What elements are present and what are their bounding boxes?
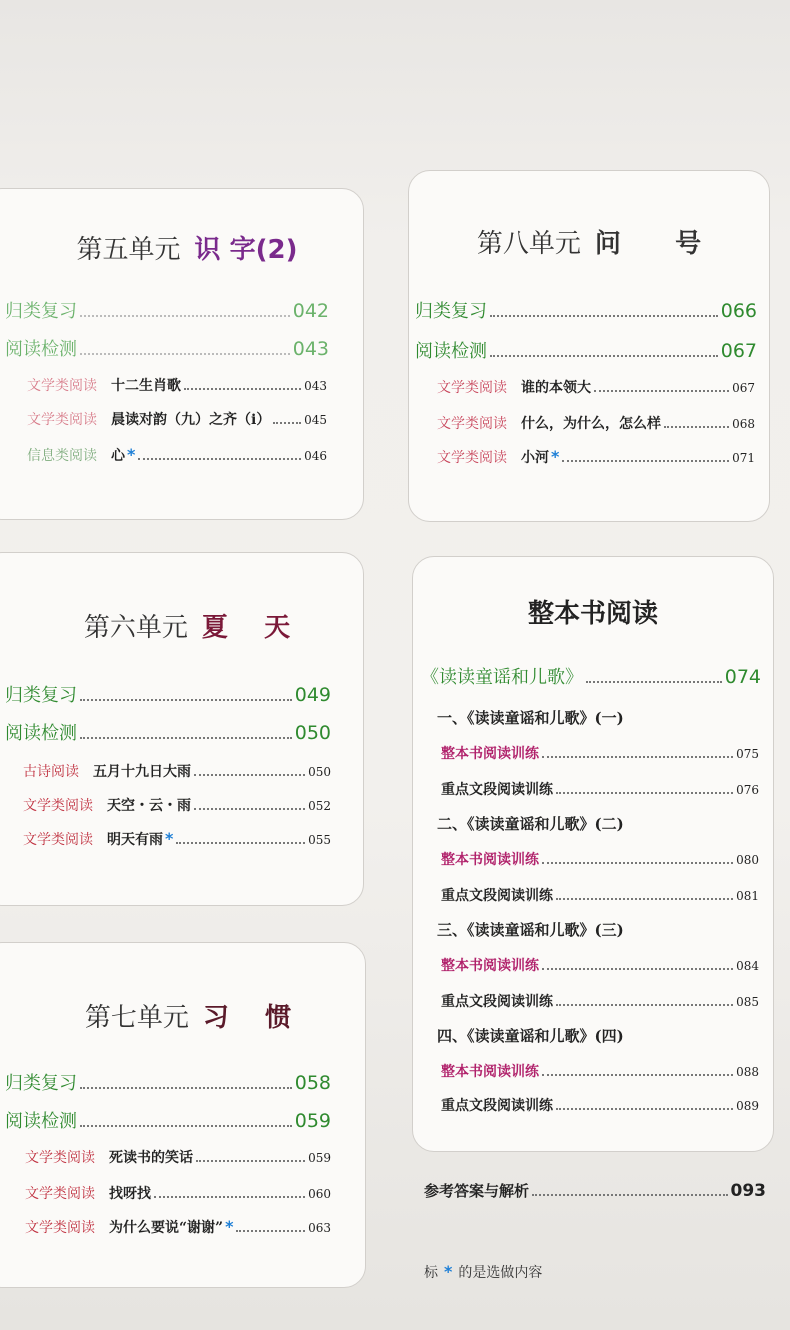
optional-star-icon: *	[165, 829, 174, 848]
unit5-cat-review[interactable]: 归类复习 042	[5, 300, 329, 322]
unit8-item-2[interactable]: 文学类阅读 什么，为什么，怎么样 068	[437, 416, 755, 432]
unit8-cat-review[interactable]: 归类复习 066	[415, 300, 757, 322]
book-card	[412, 556, 774, 1152]
book-title: 整本书阅读	[527, 599, 658, 629]
unit8-name: 问 号	[594, 229, 702, 259]
unit6-title	[0, 607, 363, 644]
unit6-prefix: 第六单元	[83, 613, 188, 643]
unit8-prefix: 第八单元	[476, 229, 581, 259]
book-main-entry[interactable]: 《读读童谣和儿歌》 074	[421, 666, 761, 688]
unit6-item-3[interactable]: 文学类阅读 明天有雨 * 055	[23, 829, 331, 848]
footnote: 标 * 的是选做内容	[424, 1262, 543, 1281]
book-s2-a[interactable]: 整本书阅读训练 080	[441, 852, 759, 868]
unit6-card	[0, 552, 364, 906]
unit5-item-2[interactable]: 文学类阅读 晨读对韵（九）之齐（i） 045	[27, 412, 327, 428]
book-s3-b[interactable]: 重点文段阅读训练 085	[441, 994, 759, 1010]
unit7-item-3[interactable]: 文学类阅读 为什么要说“谢谢” * 063	[25, 1217, 331, 1236]
book-s3-a[interactable]: 整本书阅读训练 084	[441, 958, 759, 974]
unit5-title	[0, 229, 363, 266]
optional-star-icon: *	[127, 445, 136, 464]
book-s1-a[interactable]: 整本书阅读训练 075	[441, 746, 759, 762]
answers-entry[interactable]: 参考答案与解析 093	[424, 1181, 766, 1201]
book-section-4[interactable]: 四、《读读童谣和儿歌》(四)	[437, 1027, 624, 1045]
optional-star-icon: *	[551, 447, 560, 466]
unit7-card	[0, 942, 366, 1288]
unit5-card	[0, 188, 364, 520]
unit8-cat-test[interactable]: 阅读检测 067	[415, 340, 757, 362]
unit6-item-1[interactable]: 古诗阅读 五月十九日大雨 050	[23, 764, 331, 780]
book-s2-b[interactable]: 重点文段阅读训练 081	[441, 888, 759, 904]
unit7-cat-review[interactable]: 归类复习 058	[5, 1072, 331, 1094]
unit6-cat-test[interactable]: 阅读检测 050	[5, 722, 331, 744]
unit7-item-2[interactable]: 文学类阅读 找呀找 060	[25, 1186, 331, 1202]
book-section-1[interactable]: 一、《读读童谣和儿歌》(一)	[437, 709, 624, 727]
unit5-name: 识 字(2)	[194, 235, 298, 265]
unit7-cat-test[interactable]: 阅读检测 059	[5, 1110, 331, 1132]
unit8-item-1[interactable]: 文学类阅读 谁的本领大 067	[437, 380, 755, 396]
unit8-title	[409, 223, 769, 260]
book-section-3[interactable]: 三、《读读童谣和儿歌》(三)	[437, 921, 624, 939]
optional-star-icon: *	[444, 1262, 453, 1281]
book-section-2[interactable]: 二、《读读童谣和儿歌》(二)	[437, 815, 624, 833]
unit5-cat-test[interactable]: 阅读检测 043	[5, 338, 329, 360]
unit5-prefix: 第五单元	[76, 235, 181, 265]
unit7-prefix: 第七单元	[84, 1003, 189, 1033]
unit7-title	[0, 997, 365, 1034]
book-s1-b[interactable]: 重点文段阅读训练 076	[441, 782, 759, 798]
book-s4-a[interactable]: 整本书阅读训练 088	[441, 1064, 759, 1080]
unit6-item-2[interactable]: 文学类阅读 天空・云・雨 052	[23, 798, 331, 814]
unit8-item-3[interactable]: 文学类阅读 小河 * 071	[437, 447, 755, 466]
unit6-cat-review[interactable]: 归类复习 049	[5, 684, 331, 706]
unit7-name: 习 惯	[202, 1003, 292, 1033]
optional-star-icon: *	[225, 1217, 234, 1236]
unit7-item-1[interactable]: 文学类阅读 死读书的笑话 059	[25, 1150, 331, 1166]
book-s4-b[interactable]: 重点文段阅读训练 089	[441, 1098, 759, 1114]
unit5-item-1[interactable]: 文学类阅读 十二生肖歌 043	[27, 378, 327, 394]
unit8-card	[408, 170, 770, 522]
unit5-item-3[interactable]: 信息类阅读 心 * 046	[27, 445, 327, 464]
unit6-name: 夏 天	[201, 613, 291, 643]
